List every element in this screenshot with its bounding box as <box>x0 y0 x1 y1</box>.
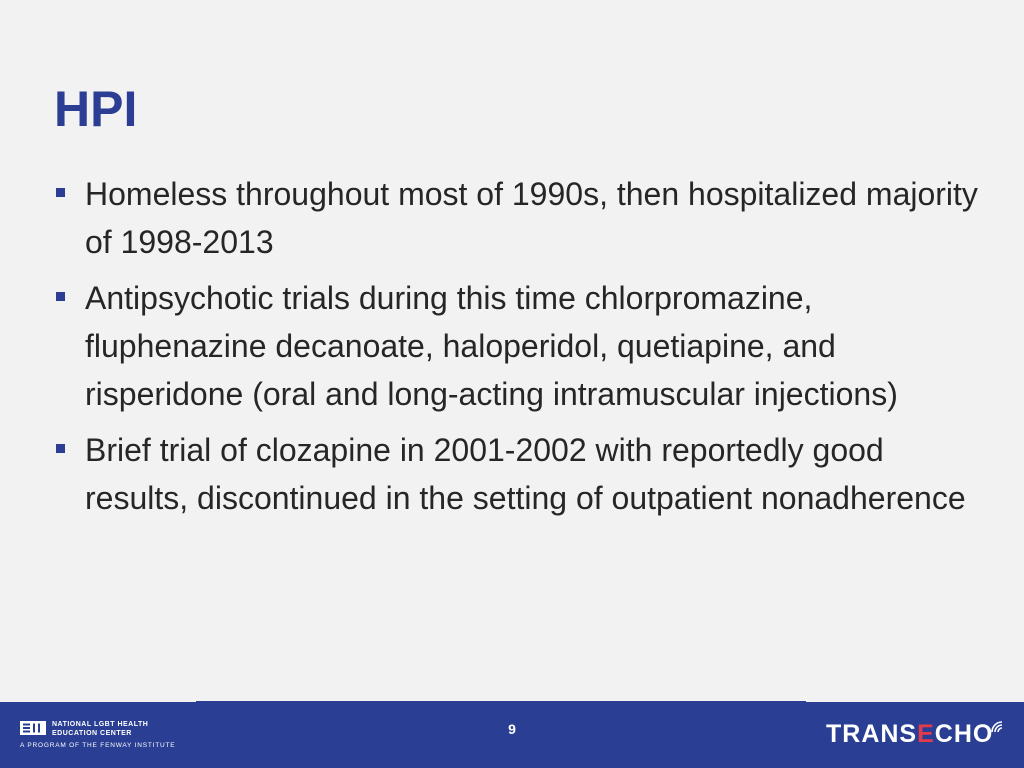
brand-part-cho: CHO <box>934 720 994 748</box>
bullet-list <box>54 170 984 530</box>
logo-text-line2: EDUCATION CENTER <box>52 730 132 737</box>
footer-bar <box>0 701 1024 768</box>
logo-text-line3: A PROGRAM OF THE FENWAY INSTITUTE <box>20 742 176 749</box>
slide-title: HPI <box>54 81 138 137</box>
brand-text <box>826 722 993 747</box>
square-bullet-icon <box>56 188 65 197</box>
brand-part-trans: TRANS <box>826 720 918 748</box>
bullet-item <box>54 274 984 418</box>
bullet-text: Homeless throughout most of 1990s, then hospitalized majority of 1998-2013 <box>85 176 978 260</box>
transecho-logo <box>806 701 1024 768</box>
signal-icon <box>990 720 1004 734</box>
bullet-item <box>54 426 984 522</box>
bullet-item <box>54 170 984 266</box>
bullet-text: Brief trial of clozapine in 2001-2002 with reportedly good results, discontinued in the setting of outpatient nonadherence <box>85 432 966 516</box>
brand-part-e: E <box>917 720 935 748</box>
eli-logo-icon <box>20 721 46 735</box>
lgbt-health-logo <box>0 701 196 768</box>
square-bullet-icon <box>56 292 65 301</box>
square-bullet-icon <box>56 444 65 453</box>
logo-text-line1: NATIONAL LGBT HEALTH <box>52 721 149 728</box>
page-number: 9 <box>508 721 516 737</box>
bullet-text: Antipsychotic trials during this time chlorpromazine, fluphenazine decanoate, haloperidol, quetiapine, and risperidone (oral and long-acting intramuscular injections) <box>85 280 898 412</box>
